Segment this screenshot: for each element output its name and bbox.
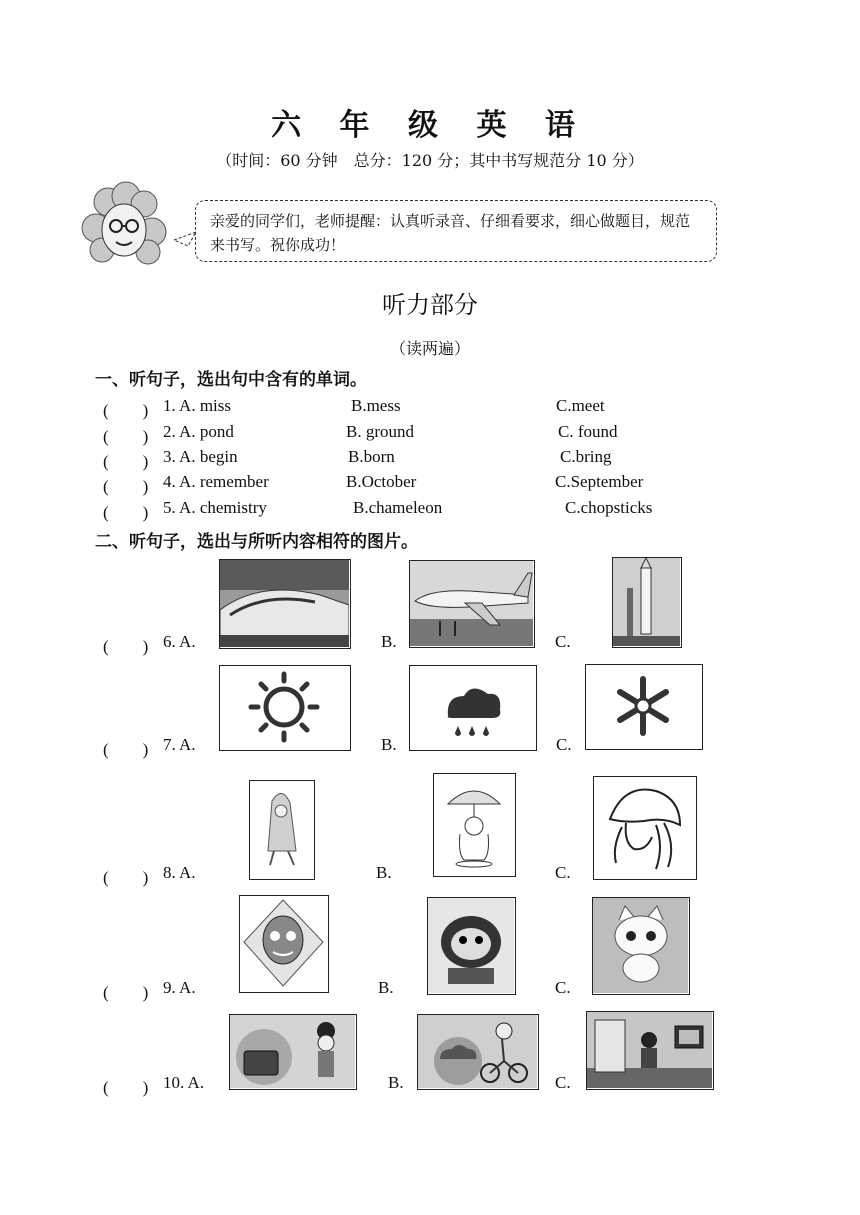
- airplane-photo[interactable]: [409, 560, 535, 648]
- rain-boy-bike[interactable]: [417, 1014, 539, 1090]
- option-c: C.bring: [560, 447, 612, 466]
- teacher-cartoon-icon: [78, 180, 198, 270]
- answer-bracket[interactable]: ( ): [103, 740, 149, 759]
- answer-bracket[interactable]: ( ): [103, 983, 149, 1002]
- option-b: B.: [378, 978, 394, 997]
- option-c: C.: [555, 863, 571, 882]
- option-c: C. found: [558, 422, 618, 441]
- hat-girl[interactable]: [593, 776, 697, 880]
- answer-bracket[interactable]: ( ): [103, 868, 149, 887]
- option-b: B.mess: [351, 396, 401, 415]
- option-b: B.: [388, 1073, 404, 1092]
- option-c: C.: [555, 1073, 571, 1092]
- option-a: 10. A.: [163, 1073, 205, 1092]
- option-c: C.September: [555, 472, 644, 491]
- option-a: 6. A.: [163, 632, 196, 651]
- option-a: 8. A.: [163, 863, 196, 882]
- rocket-photo[interactable]: [612, 557, 682, 648]
- sun-icon[interactable]: [219, 665, 351, 751]
- option-c: C.meet: [556, 396, 605, 415]
- answer-bracket[interactable]: ( ): [103, 1078, 149, 1097]
- paper-cut-mask[interactable]: [239, 895, 329, 993]
- answer-bracket[interactable]: ( ): [103, 503, 149, 522]
- answer-bracket[interactable]: ( ): [103, 477, 149, 496]
- section-title: 听力部分: [382, 291, 478, 319]
- option-a: 3. A. begin: [163, 447, 238, 466]
- option-b: B.born: [348, 447, 395, 466]
- cat-toy[interactable]: [592, 897, 690, 995]
- option-b: B.: [376, 863, 392, 882]
- option-a: 2. A. pond: [163, 422, 234, 441]
- teacher-reminder: 亲爱的同学们，老师提醒：认真听录音、仔细看要求，细心做题目，规范来书写。祝你成功！: [195, 200, 717, 262]
- option-c: C.: [555, 978, 571, 997]
- option-c: C.: [555, 632, 571, 651]
- option-c: C.: [556, 735, 572, 754]
- umbrella-girl[interactable]: [433, 773, 516, 877]
- part2-heading: 二、听句子，选出与所听内容相符的图片。: [95, 532, 418, 552]
- option-a: 7. A.: [163, 735, 196, 754]
- train-photo[interactable]: [219, 559, 351, 649]
- option-b: B.October: [346, 472, 417, 491]
- page-title: 六 年 级 英 语: [271, 108, 589, 143]
- option-b: B. ground: [346, 422, 414, 441]
- section-note: （读两遍）: [389, 339, 470, 358]
- option-b: B.chameleon: [353, 498, 443, 517]
- snowflake-icon[interactable]: [585, 664, 703, 750]
- lion-toy[interactable]: [427, 897, 516, 995]
- answer-bracket[interactable]: ( ): [103, 452, 149, 471]
- answer-bracket[interactable]: ( ): [103, 637, 149, 656]
- part1-heading: 一、听句子，选出句中含有的单词。: [95, 370, 367, 390]
- option-a: 4. A. remember: [163, 472, 269, 491]
- rain-cloud-icon[interactable]: [409, 665, 537, 751]
- phone-girl[interactable]: [229, 1014, 357, 1090]
- option-a: 9. A.: [163, 978, 196, 997]
- girl-tv[interactable]: [586, 1011, 714, 1090]
- option-b: B.: [381, 735, 397, 754]
- option-c: C.chopsticks: [565, 498, 653, 517]
- option-a: 5. A. chemistry: [163, 498, 267, 517]
- option-b: B.: [381, 632, 397, 651]
- exam-info: （时间：60 分钟 总分：120 分；其中书写规范分 10 分）: [216, 151, 644, 170]
- answer-bracket[interactable]: ( ): [103, 427, 149, 446]
- raincoat-girl[interactable]: [249, 780, 315, 880]
- answer-bracket[interactable]: ( ): [103, 401, 149, 420]
- option-a: 1. A. miss: [163, 396, 232, 415]
